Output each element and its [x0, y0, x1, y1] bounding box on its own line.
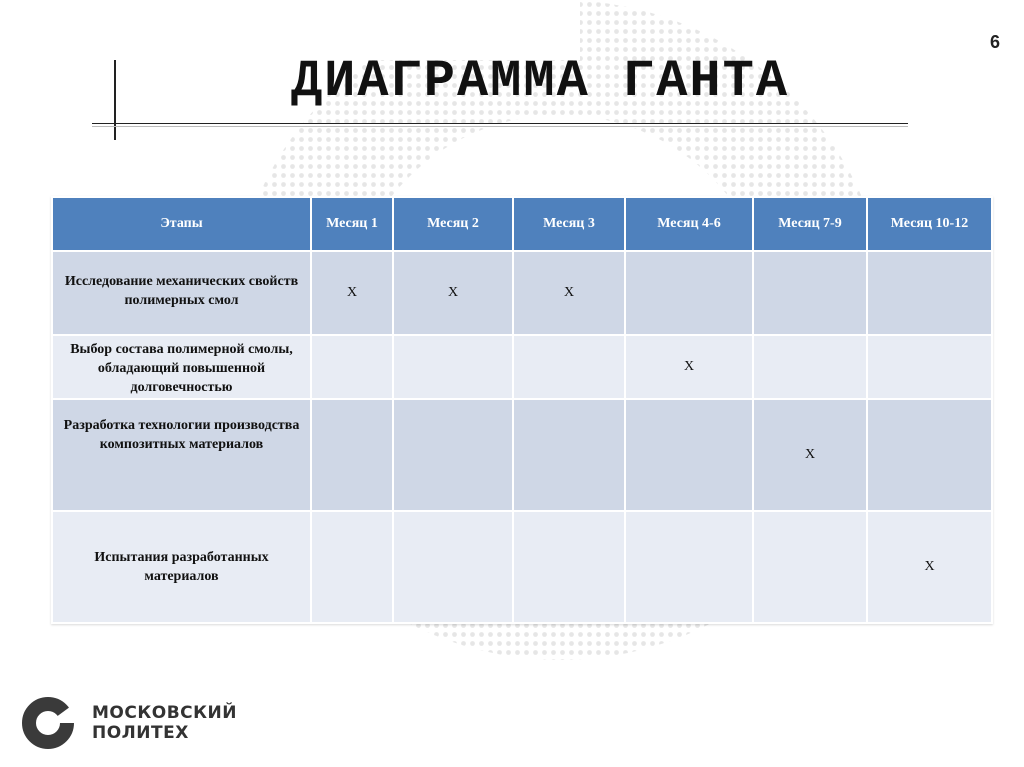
table-row: [53, 400, 991, 510]
mark-cell: [868, 400, 991, 510]
mark-cell: [394, 512, 512, 622]
title-horizontal-rule: [92, 123, 908, 124]
mark-cell: [514, 512, 624, 622]
mark-cell: [626, 252, 752, 334]
mark-cell: X: [514, 252, 624, 334]
gantt-table: [51, 196, 993, 624]
mark-cell: [312, 336, 392, 398]
mark-cell: [312, 512, 392, 622]
mark-cell: X: [394, 252, 512, 334]
column-header-stages: Этапы: [53, 198, 310, 250]
stage-cell: Выбор состава полимерной смолы, обладающий повышенной долговечностью: [53, 336, 310, 398]
column-header-month-4-6: Месяц 4-6: [626, 198, 752, 250]
title-horizontal-rule-shadow: [92, 126, 908, 127]
mark-cell: [754, 336, 866, 398]
mark-cell: X: [868, 512, 991, 622]
stage-cell: Исследование механических свойств полимерных смол: [53, 252, 310, 334]
organization-name: [92, 703, 237, 743]
table-row: [53, 512, 991, 622]
mark-cell: [754, 512, 866, 622]
mark-cell: [394, 336, 512, 398]
mark-cell: X: [754, 400, 866, 510]
table-row: [53, 336, 991, 398]
mark-cell: [514, 400, 624, 510]
column-header-month-1: Месяц 1: [312, 198, 392, 250]
table-header-row: [53, 198, 991, 250]
stage-cell: Испытания разработанных материалов: [53, 512, 310, 622]
stage-cell: Разработка технологии производства композитных материалов: [53, 400, 310, 510]
column-header-month-10-12: Месяц 10-12: [868, 198, 991, 250]
column-header-month-2: Месяц 2: [394, 198, 512, 250]
mark-cell: [514, 336, 624, 398]
mark-cell: [868, 336, 991, 398]
mark-cell: [312, 400, 392, 510]
mark-cell: [626, 512, 752, 622]
slide-number: 6: [989, 32, 1000, 52]
polytech-ring-logo-icon: [18, 693, 78, 753]
column-header-month-3: Месяц 3: [514, 198, 624, 250]
page-title: ДИАГРАММА ГАНТА: [290, 52, 790, 111]
mark-cell: [868, 252, 991, 334]
mark-cell: X: [626, 336, 752, 398]
organization-name-line-1: МОСКОВСКИЙ: [92, 703, 237, 723]
organization-name-line-2: ПОЛИТЕХ: [92, 723, 189, 743]
mark-cell: X: [312, 252, 392, 334]
mark-cell: [754, 252, 866, 334]
mark-cell: [626, 400, 752, 510]
title-vertical-rule: [114, 60, 116, 140]
mark-cell: [394, 400, 512, 510]
column-header-month-7-9: Месяц 7-9: [754, 198, 866, 250]
table-row: [53, 252, 991, 334]
